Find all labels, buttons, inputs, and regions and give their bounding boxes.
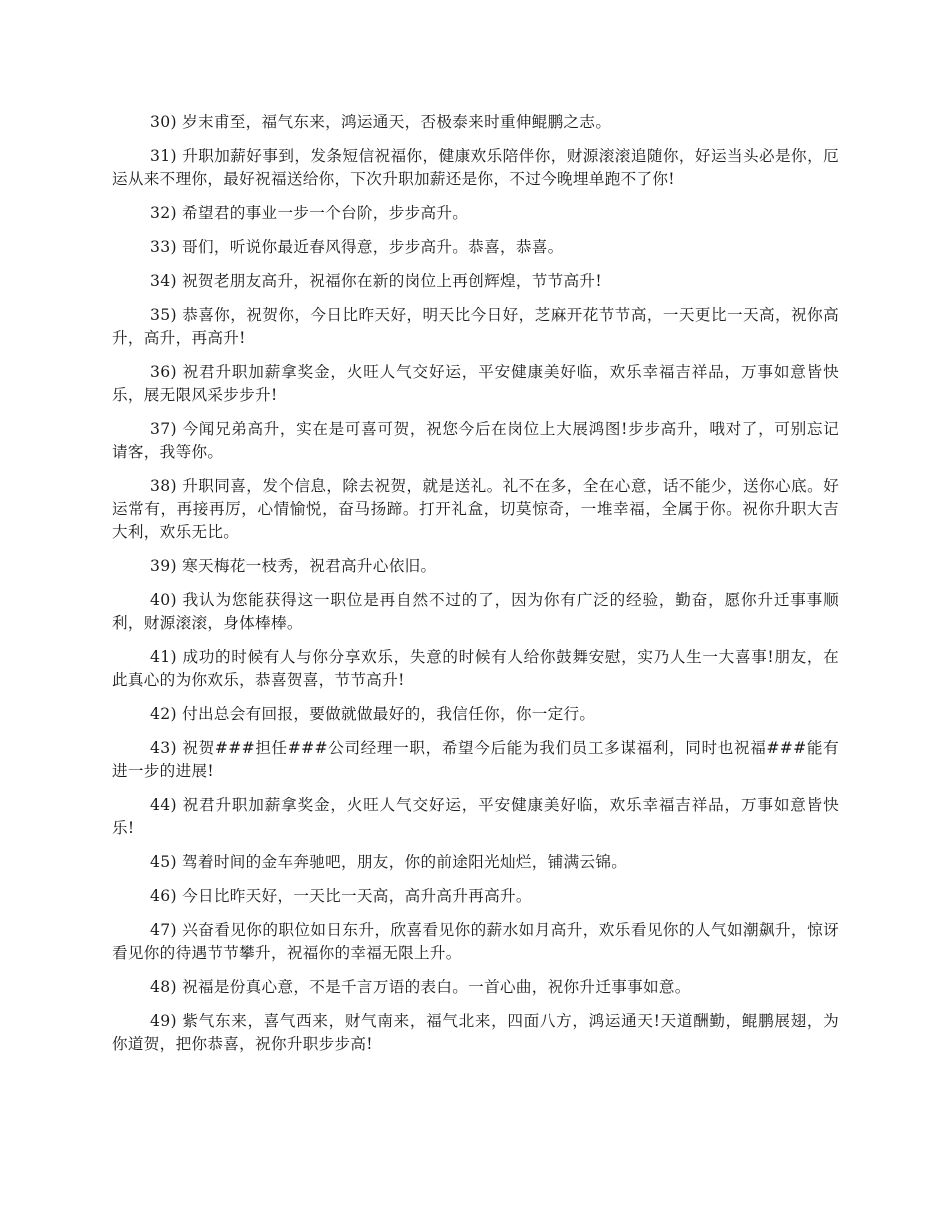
- paragraph-49: 49) 紫气东来，喜气西来，财气南来，福气北来，四面八方，鸿运通天!天道酬勤，鲲鹏展翅，为你道贺，把你恭喜，祝你升职步步高!: [112, 1012, 839, 1053]
- paragraph-36: 36) 祝君升职加薪拿奖金，火旺人气交好运，平安健康美好临，欢乐幸福吉祥品，万事如意皆快乐，展无限风采步步升!: [112, 363, 839, 404]
- paragraph-46: 46) 今日比昨天好，一天比一天高，高升高升再高升。: [150, 887, 532, 905]
- paragraph-32: 32) 希望君的事业一步一个台阶，步步高升。: [150, 204, 469, 222]
- paragraph-42: 42) 付出总会有回报，要做就做最好的，我信任你，你一定行。: [150, 705, 596, 723]
- paragraph-43: 43) 祝贺###担任###公司经理一职，希望今后能为我们员工多谋福利，同时也祝福###能有进一步的进展!: [112, 739, 839, 780]
- paragraph-31: 31) 升职加薪好事到，发条短信祝福你，健康欢乐陪伴你，财源滚滚追随你，好运当头必是你，厄运从来不理你，最好祝福送给你，下次升职加薪还是你，不过今晚埋单跑不了你!: [112, 147, 839, 188]
- paragraph-41: 41) 成功的时候有人与你分享欢乐，失意的时候有人给你鼓舞安慰，实乃人生一大喜事!朋友，在此真心的为你欢乐，恭喜贺喜，节节高升!: [112, 648, 839, 689]
- paragraph-34: 34) 祝贺老朋友高升，祝福你在新的岗位上再创辉煌，节节高升!: [150, 272, 602, 290]
- paragraph-35: 35) 恭喜你，祝贺你，今日比昨天好，明天比今日好，芝麻开花节节高，一天更比一天高，祝你高升，高升，再高升!: [112, 306, 839, 347]
- paragraph-38: 38) 升职同喜，发个信息，除去祝贺，就是送礼。礼不在多，全在心意，话不能少，送你心底。好运常有，再接再厉，心情愉悦，奋马扬蹄。打开礼盒，切莫惊奇，一堆幸福，全属于你。祝你升职大吉大利，欢乐无比。: [112, 477, 839, 541]
- paragraph-30: 30) 岁末甫至，福气东来，鸿运通天，否极泰来时重伸鲲鹏之志。: [150, 113, 612, 131]
- paragraph-45: 45) 驾着时间的金车奔驰吧，朋友，你的前途阳光灿烂，铺满云锦。: [150, 853, 628, 871]
- paragraph-37: 37) 今闻兄弟高升，实在是可喜可贺，祝您今后在岗位上大展鸿图!步步高升，哦对了，可别忘记请客，我等你。: [112, 420, 839, 461]
- paragraph-47: 47) 兴奋看见你的职位如日东升，欣喜看见你的薪水如月高升，欢乐看见你的人气如潮飙升，惊讶看见你的待遇节节攀升，祝福你的幸福无限上升。: [112, 921, 839, 962]
- paragraph-39: 39) 寒天梅花一枝秀，祝君高升心依旧。: [150, 557, 437, 575]
- paragraph-48: 48) 祝福是份真心意，不是千言万语的表白。一首心曲，祝你升迁事事如意。: [150, 978, 691, 996]
- paragraph-33: 33) 哥们，听说你最近春风得意，步步高升。恭喜，恭喜。: [150, 238, 564, 256]
- paragraph-44: 44) 祝君升职加薪拿奖金，火旺人气交好运，平安健康美好临，欢乐幸福吉祥品，万事如意皆快乐!: [112, 796, 839, 837]
- paragraph-40: 40) 我认为您能获得这一职位是再自然不过的了，因为你有广泛的经验，勤奋，愿你升迁事事顺利，财源滚滚，身体棒棒。: [112, 591, 839, 632]
- document-body: [112, 111, 839, 1067]
